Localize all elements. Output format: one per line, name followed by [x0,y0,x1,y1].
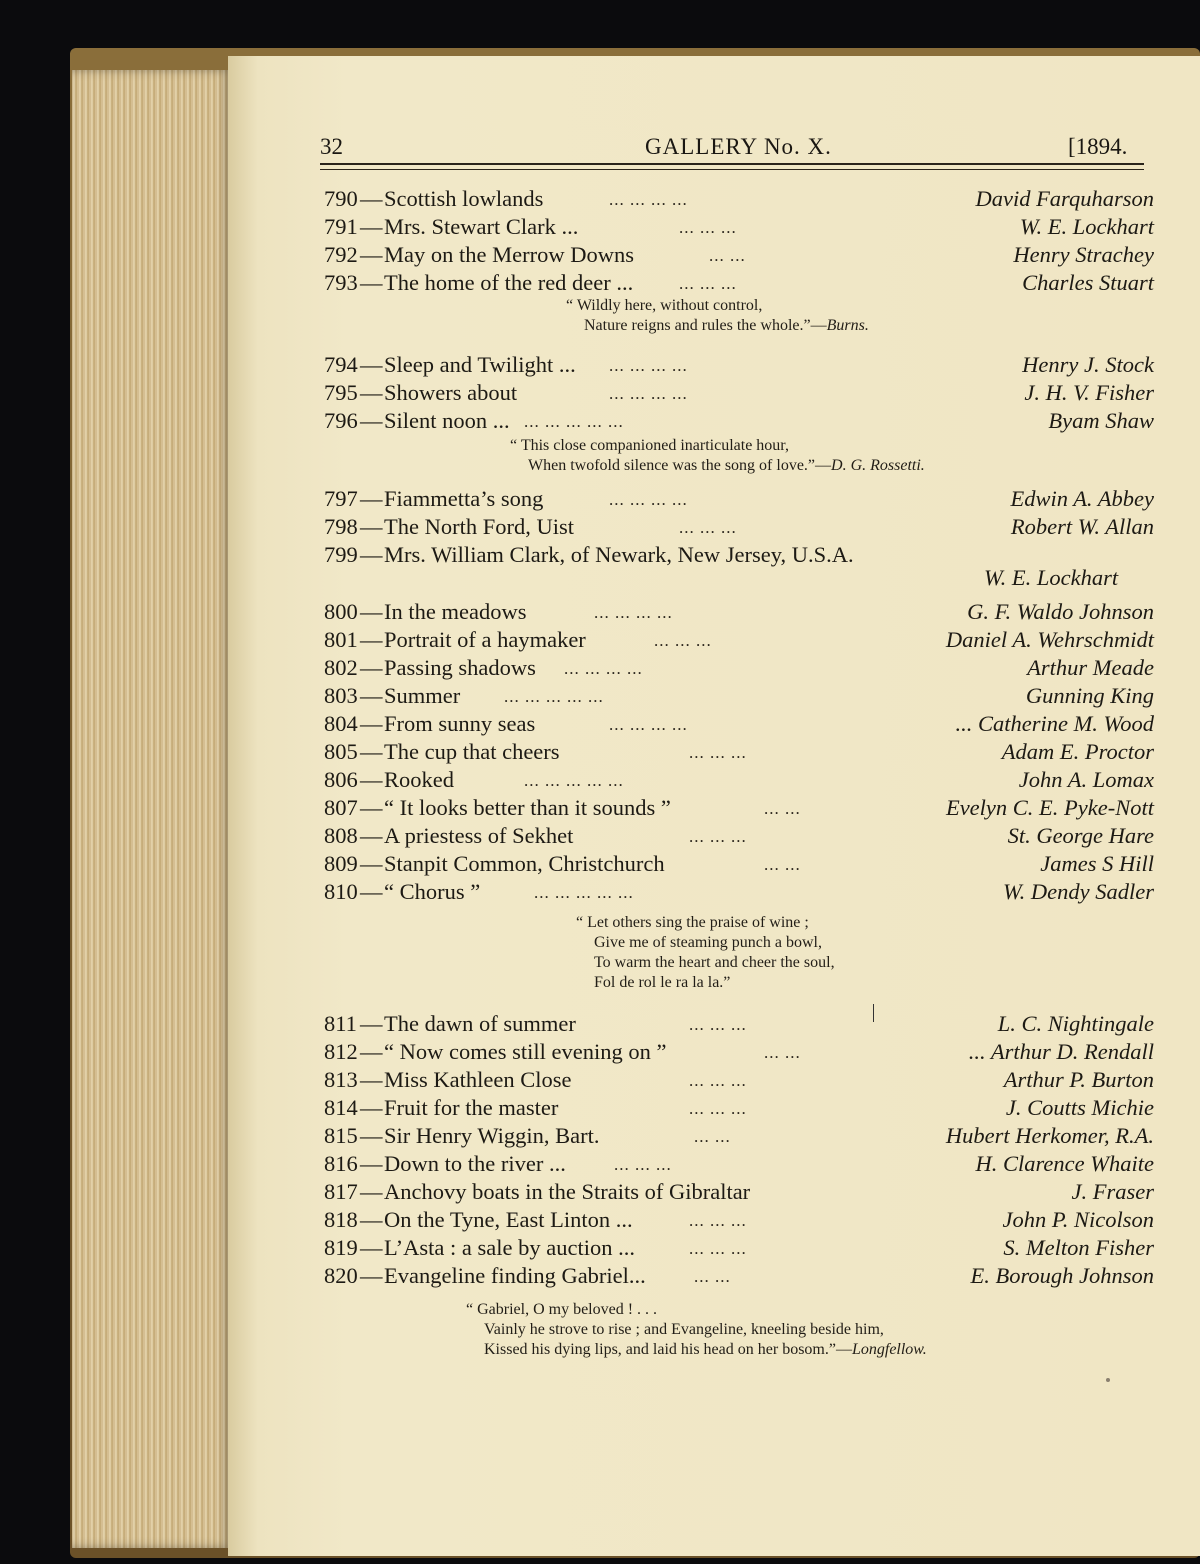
entry-title: “ Chorus ” [384,879,481,904]
header-rule [320,163,1144,165]
entry-dash: — [360,1207,383,1232]
entry-title: The cup that cheers [384,739,560,764]
entry-title: “ Now comes still evening on ” [384,1039,667,1064]
entry-number: 808 [324,823,358,848]
entry-dash: — [360,767,383,792]
leader-dots: ... ... [764,1043,801,1062]
entry-dash: — [360,242,383,267]
entry-artist: G. F. Waldo Johnson [967,599,1154,624]
entry-number: 791 [324,214,358,239]
entry-number: 804 [324,711,358,736]
entry-artist: J. Coutts Michie [1005,1095,1154,1120]
catalogue-entry [324,1067,1154,1095]
entry-dash: — [360,823,383,848]
entry-number: 802 [324,655,358,680]
leader-dots: ... ... ... [654,631,712,650]
entry-number: 806 [324,767,358,792]
leader-dots: ... ... ... ... [609,490,688,509]
entry-artist: Henry Strachey [1013,242,1154,267]
catalogue-entry [324,599,1154,627]
leader-dots: ... ... [709,246,746,265]
leader-dots: ... ... ... ... [609,715,688,734]
entry-artist: Charles Stuart [1022,270,1154,295]
entry-artist: H. Clarence Whaite [975,1151,1154,1176]
entry-number: 810 [324,879,358,904]
entry-number: 790 [324,186,358,211]
entry-dash: — [360,627,383,652]
entry-artist: St. George Hare [1007,823,1154,848]
entry-artist: ... Arthur D. Rendall [968,1039,1154,1064]
leader-dots: ... ... ... ... [564,659,643,678]
catalogue-entry [324,214,1154,242]
catalogue-entry [324,514,1154,542]
entry-dash: — [360,655,383,680]
catalogue-entry [324,879,1154,907]
catalogue-entry [324,683,1154,711]
leader-dots: ... ... ... ... [609,384,688,403]
entry-title: Rooked [384,767,454,792]
entry-number: 805 [324,739,358,764]
entry-title: The dawn of summer [384,1011,576,1036]
leader-dots: ... ... [694,1267,731,1286]
leader-dots: ... ... ... [679,218,737,237]
entry-title: “ It looks better than it sounds ” [384,795,671,820]
entry-title: On the Tyne, East Linton ... [384,1207,633,1232]
entry-artist: ... Catherine M. Wood [955,711,1154,736]
entry-dash: — [360,186,383,211]
entry-artist: Arthur Meade [1027,655,1154,680]
entry-title: Evangeline finding Gabriel... [384,1263,646,1288]
entry-dash: — [360,1039,383,1064]
entry-dash: — [360,1263,383,1288]
entry-dash: — [360,1123,383,1148]
leader-dots: ... ... ... ... [594,603,673,622]
entry-dash: — [360,599,383,624]
entry-artist: J. Fraser [1071,1179,1154,1204]
catalogue-entry [324,486,1154,514]
entry-title: Fiammetta’s song [384,486,544,511]
entry-dash: — [360,879,383,904]
catalogue-entry [324,186,1154,214]
catalogue-entry [324,1011,1154,1039]
entry-title: Silent noon ... [384,408,510,433]
entry-number: 818 [324,1207,358,1232]
entry-number: 803 [324,683,358,708]
leader-dots: ... ... ... [689,1099,747,1118]
entry-artist: John A. Lomax [1018,767,1154,792]
entry-artist: E. Borough Johnson [970,1263,1154,1288]
entry-title: Sir Henry Wiggin, Bart. [384,1123,600,1148]
entry-title: Anchovy boats in the Straits of Gibraltar [384,1179,751,1204]
leader-dots: ... ... ... ... ... [524,771,624,790]
paper-speck [1106,1378,1110,1382]
entry-number: 794 [324,352,358,377]
entry-artist: Daniel A. Wehrschmidt [945,627,1154,652]
entry-number: 816 [324,1151,358,1176]
entry-artist: David Farquharson [975,186,1154,211]
entry-number: 797 [324,486,358,511]
pencil-mark [873,1004,874,1022]
catalogue-entry [324,711,1154,739]
page-edges [72,70,232,1548]
catalogue-entry [324,242,1154,270]
entry-artist: L. C. Nightingale [997,1011,1154,1036]
catalogue-entry [324,380,1154,408]
entry-number: 819 [324,1235,358,1260]
entry-dash: — [360,711,383,736]
catalogue-entry [324,408,1154,436]
entry-dash: — [360,1151,383,1176]
entry-title: Miss Kathleen Close [384,1067,572,1092]
leader-dots: ... ... ... [689,1015,747,1034]
leader-dots: ... ... [764,799,801,818]
entry-number: 813 [324,1067,358,1092]
leader-dots: ... ... ... [614,1155,672,1174]
page-number: 32 [320,134,343,159]
entry-dash: — [360,1179,383,1204]
catalogue-entry [324,1179,1154,1207]
entry-dash: — [360,795,383,820]
leader-dots: ... ... ... [689,1211,747,1230]
entry-number: 792 [324,242,358,267]
catalogue-entry [324,851,1154,879]
catalogue-entry [324,1207,1154,1235]
entry-number: 820 [324,1263,358,1288]
entry-dash: — [360,380,383,405]
entry-dash: — [360,1235,383,1260]
leader-dots: ... ... ... ... ... [524,412,624,431]
entry-number: 809 [324,851,358,876]
quote-burns: “ Wildly here, without control, Nature reigns and rules the whole.”—Burns. [566,297,869,334]
entry-artist: Hubert Herkomer, R.A. [945,1123,1154,1148]
entry-title: Summer [384,683,461,708]
entry-number: 796 [324,408,358,433]
entry-dash: — [360,739,383,764]
entry-title: A priestess of Sekhet [384,823,574,848]
page-title: GALLERY No. X. [645,134,832,159]
leader-dots: ... ... [694,1127,731,1146]
entry-artist: Gunning King [1025,683,1154,708]
page-year: [1894. [1068,134,1128,159]
entry-artist: John P. Nicolson [1002,1207,1154,1232]
catalogue-entry [324,1235,1154,1263]
entry-dash: — [360,408,383,433]
entry-artist: Edwin A. Abbey [1010,486,1154,511]
entry-dash: — [360,1011,383,1036]
entry-artist: James S Hill [1040,851,1154,876]
catalogue-entry [324,627,1154,655]
entry-dash: — [360,1067,383,1092]
catalogue-entry [324,1263,1154,1291]
catalogue-entry [324,270,1154,298]
catalogue-entry [324,767,1154,795]
entry-number: 801 [324,627,358,652]
catalogue-entry [324,1039,1154,1067]
leader-dots: ... ... ... [689,827,747,846]
entry-artist: Evelyn C. E. Pyke-Nott [945,795,1154,820]
leader-dots: ... ... ... ... [609,190,688,209]
entry-artist: S. Melton Fisher [1003,1235,1154,1260]
leader-dots: ... ... ... [689,743,747,762]
entry-title: From sunny seas [384,711,536,736]
entry-title: In the meadows [384,599,527,624]
entry-artist: Henry J. Stock [1022,352,1154,377]
entry-title: Stanpit Common, Christchurch [384,851,665,876]
leader-dots: ... ... ... [679,274,737,293]
entry-artist: Robert W. Allan [1010,514,1154,539]
quote-longfellow: “ Gabriel, O my beloved ! . . . Vainly he strove to rise ; and Evangeline, kneeling beside him, Kissed his dying lips, and laid his head on her bosom.”—Longfellow. [466,1301,927,1358]
entry-dash: — [360,352,383,377]
catalogue-entry [324,739,1154,767]
entry-number: 800 [324,599,358,624]
entry-dash: — [360,542,383,567]
entry-dash: — [360,214,383,239]
entry-number: 811 [324,1011,357,1036]
entry-artist: Byam Shaw [1048,408,1154,433]
entry-number: 812 [324,1039,358,1064]
entry-title: Sleep and Twilight ... [384,352,576,377]
entry-number: 814 [324,1095,358,1120]
leader-dots: ... ... ... ... ... [504,687,604,706]
entry-number: 795 [324,380,358,405]
entry-artist: J. H. V. Fisher [1024,380,1154,405]
quote-rossetti: “ This close companioned inarticulate hour, When twofold silence was the song of love.”—D. G. Rossetti. [510,437,925,474]
entry-title: Portrait of a haymaker [384,627,586,652]
catalogue-entry [324,352,1154,380]
entry-number: 817 [324,1179,358,1204]
entry-number: 807 [324,795,358,820]
entry-title: May on the Merrow Downs [384,242,634,267]
leader-dots: ... ... ... ... ... [534,883,634,902]
catalogue-entry [324,1151,1154,1179]
catalogue-entry [324,823,1154,851]
leader-dots: ... ... ... [689,1071,747,1090]
catalogue-entry [324,1095,1154,1123]
leader-dots: ... ... ... [689,1239,747,1258]
entry-dash: — [360,1095,383,1120]
entry-artist: W. E. Lockhart [984,565,1119,590]
entry-title: The home of the red deer ... [384,270,634,295]
entry-dash: — [360,514,383,539]
entry-title: Scottish lowlands [384,186,544,211]
catalogue-entry [324,795,1154,823]
entry-title: Down to the river ... [384,1151,566,1176]
entry-dash: — [360,851,383,876]
quote-chorus: “ Let others sing the praise of wine ; Give me of steaming punch a bowl, To warm the heart and cheer the soul, Fol de rol le ra la la.” [576,914,835,991]
entry-title: Mrs. Stewart Clark ... [384,214,579,239]
leader-dots: ... ... ... ... [609,356,688,375]
entry-artist: W. Dendy Sadler [1002,879,1154,904]
header-rule-thin [320,169,1144,170]
entry-dash: — [360,270,383,295]
entry-artist: W. E. Lockhart [1019,214,1154,239]
catalogue-entry [324,655,1154,683]
entry-title: Fruit for the master [384,1095,559,1120]
entry-artist: Adam E. Proctor [1001,739,1154,764]
entry-dash: — [360,486,383,511]
entry-title: Passing shadows [384,655,536,680]
entry-number: 799 [324,542,358,567]
entry-title: The North Ford, Uist [384,514,574,539]
catalogue-entry [324,1123,1154,1151]
leader-dots: ... ... ... [679,518,737,537]
entry-number: 815 [324,1123,358,1148]
entry-title: L’Asta : a sale by auction ... [384,1235,635,1260]
entry-title: Mrs. William Clark, of Newark, New Jersey, U.S.A. [384,542,854,567]
entry-title: Showers about [384,380,518,405]
leader-dots: ... ... [764,855,801,874]
entry-number: 793 [324,270,358,295]
entry-dash: — [360,683,383,708]
entry-artist: Arthur P. Burton [1003,1067,1154,1092]
entry-number: 798 [324,514,358,539]
